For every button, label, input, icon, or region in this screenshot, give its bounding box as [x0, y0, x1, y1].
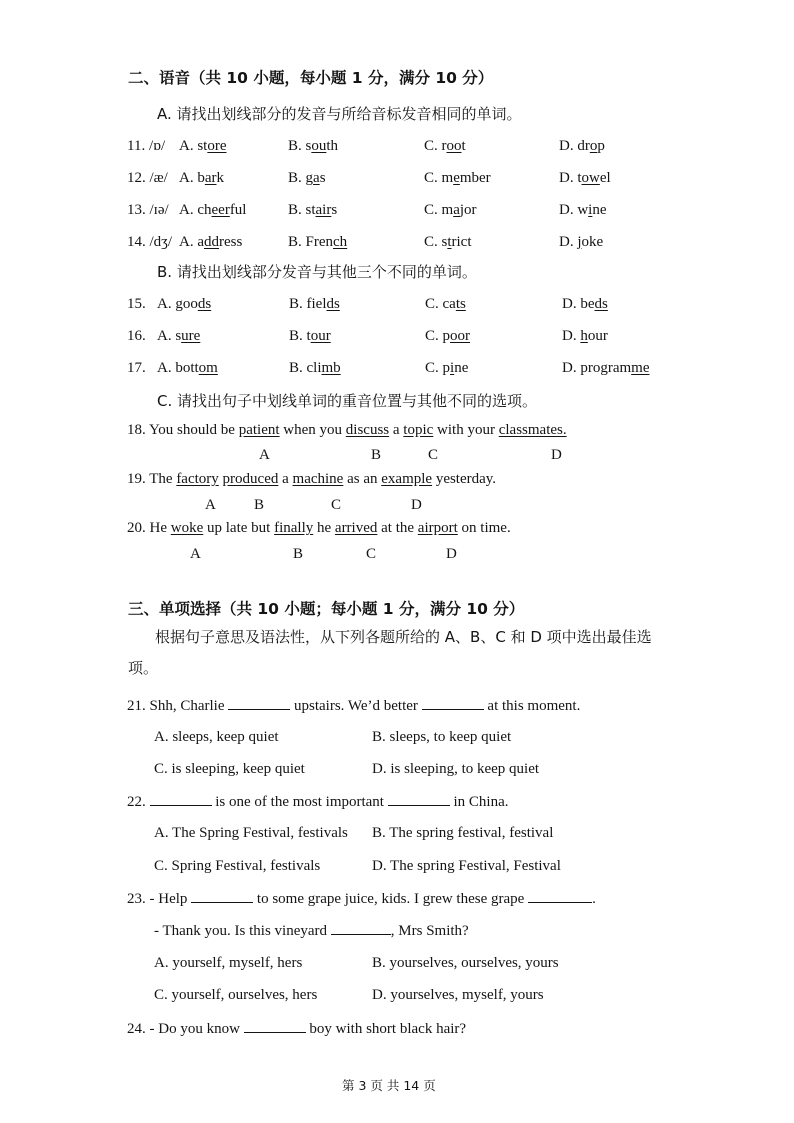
option-d[interactable]: D. programme [562, 360, 650, 376]
q18-label-b: B [371, 447, 382, 463]
q19-label-c: C [331, 497, 342, 513]
option-d[interactable]: D. drop [559, 138, 605, 154]
q18-label-a: A [259, 447, 270, 463]
part-a-instruction: A. 请找出划线部分的发音与所给音标发音相同的单词。 [157, 105, 522, 123]
option-a[interactable]: A. store [179, 138, 227, 154]
q23-option-d[interactable]: D. yourselves, myself, yours [372, 987, 544, 1003]
option-b[interactable]: B. climb [289, 360, 341, 376]
answer-blank[interactable] [150, 791, 212, 806]
section3-instruction: 根据句子意思及语法性，从下列各题所给的 A、B、C 和 D 项中选出最佳选 [155, 628, 652, 646]
option-a[interactable]: A. address [179, 234, 243, 250]
q21-option-b[interactable]: B. sleeps, to keep quiet [372, 729, 512, 745]
option-c[interactable]: C. strict [424, 234, 472, 250]
option-d[interactable]: D. beds [562, 296, 608, 312]
option-a[interactable]: A. bottom [157, 360, 218, 376]
question-number: 16. [127, 328, 146, 344]
option-b[interactable]: B. French [288, 234, 348, 250]
option-b[interactable]: B. stairs [288, 202, 338, 218]
q22-option-c[interactable]: C. Spring Festival, festivals [154, 858, 321, 874]
answer-blank[interactable] [331, 920, 391, 935]
question-24: 24. - Do you know boy with short black hair? [127, 1018, 466, 1039]
q21-option-d[interactable]: D. is sleeping, to keep quiet [372, 761, 540, 777]
question-18: 18. You should be patient when you discuss a topic with your classmates. [127, 422, 567, 438]
option-a[interactable]: A. cheerful [179, 202, 247, 218]
q20-label-c: C [366, 546, 377, 562]
part-b-instruction: B. 请找出划线部分发音与其他三个不同的单词。 [157, 263, 477, 281]
q23-option-b[interactable]: B. yourselves, ourselves, yours [372, 955, 559, 971]
question-23-reply: - Thank you. Is this vineyard , Mrs Smith? [154, 920, 469, 941]
question-number: 14. /dʒ/ [127, 234, 172, 250]
option-c[interactable]: C. poor [425, 328, 471, 344]
part-c-instruction: C. 请找出句子中划线单词的重音位置与其他不同的选项。 [157, 392, 538, 410]
question-number: 11. /ɒ/ [127, 138, 166, 154]
section2-title: 二、语音（共 10 小题，每小题 1 分，满分 10 分） [128, 69, 494, 87]
page-footer: 第 3 页 共 14 页 [342, 1078, 436, 1093]
q20-label-a: A [190, 546, 201, 562]
option-d[interactable]: D. wine [559, 202, 607, 218]
question-number: 13. /ɪə/ [127, 202, 169, 218]
option-b[interactable]: B. fields [289, 296, 340, 312]
q21-option-c[interactable]: C. is sleeping, keep quiet [154, 761, 305, 777]
answer-blank[interactable] [422, 695, 484, 710]
option-c[interactable]: C. root [424, 138, 466, 154]
option-b[interactable]: B. tour [289, 328, 331, 344]
answer-blank[interactable] [528, 888, 592, 903]
option-d[interactable]: D. joke [559, 234, 604, 250]
option-b[interactable]: B. gas [288, 170, 326, 186]
question-number: 15. [127, 296, 146, 312]
section3-title: 三、单项选择（共 10 小题；每小题 1 分，满分 10 分） [128, 600, 525, 618]
q22-option-b[interactable]: B. The spring festival, festival [372, 825, 554, 841]
question-23: 23. - Help to some grape juice, kids. I grew these grape . [127, 888, 596, 909]
q23-option-a[interactable]: A. yourself, myself, hers [154, 955, 303, 971]
option-a[interactable]: A. bark [179, 170, 224, 186]
question-19: 19. The factory produced a machine as an example yesterday. [127, 471, 497, 487]
question-number: 17. [127, 360, 146, 376]
answer-blank[interactable] [228, 695, 290, 710]
q19-label-d: D [411, 497, 422, 513]
q22-option-a[interactable]: A. The Spring Festival, festivals [154, 825, 348, 841]
option-c[interactable]: C. member [424, 170, 491, 186]
option-a[interactable]: A. sure [157, 328, 201, 344]
q22-option-d[interactable]: D. The spring Festival, Festival [372, 858, 561, 874]
q19-label-b: B [254, 497, 265, 513]
answer-blank[interactable] [191, 888, 253, 903]
option-d[interactable]: D. hour [562, 328, 608, 344]
question-21: 21. Shh, Charlie upstairs. We’d better at this moment. [127, 695, 580, 716]
option-d[interactable]: D. towel [559, 170, 611, 186]
q20-label-d: D [446, 546, 457, 562]
q19-label-a: A [205, 497, 216, 513]
q18-label-d: D [551, 447, 562, 463]
option-c[interactable]: C. pine [425, 360, 469, 376]
option-b[interactable]: B. south [288, 138, 339, 154]
section3-instruction-cont: 项。 [128, 659, 159, 677]
answer-blank[interactable] [388, 791, 450, 806]
q21-option-a[interactable]: A. sleeps, keep quiet [154, 729, 279, 745]
option-c[interactable]: C. major [424, 202, 477, 218]
option-a[interactable]: A. goods [157, 296, 212, 312]
question-20: 20. He woke up late but finally he arrived at the airport on time. [127, 520, 511, 536]
question-number: 12. /æ/ [127, 170, 168, 186]
question-22: 22. is one of the most important in China. [127, 791, 508, 812]
option-c[interactable]: C. cats [425, 296, 466, 312]
q20-label-b: B [293, 546, 304, 562]
answer-blank[interactable] [244, 1018, 306, 1033]
q23-option-c[interactable]: C. yourself, ourselves, hers [154, 987, 318, 1003]
q18-label-c: C [428, 447, 439, 463]
